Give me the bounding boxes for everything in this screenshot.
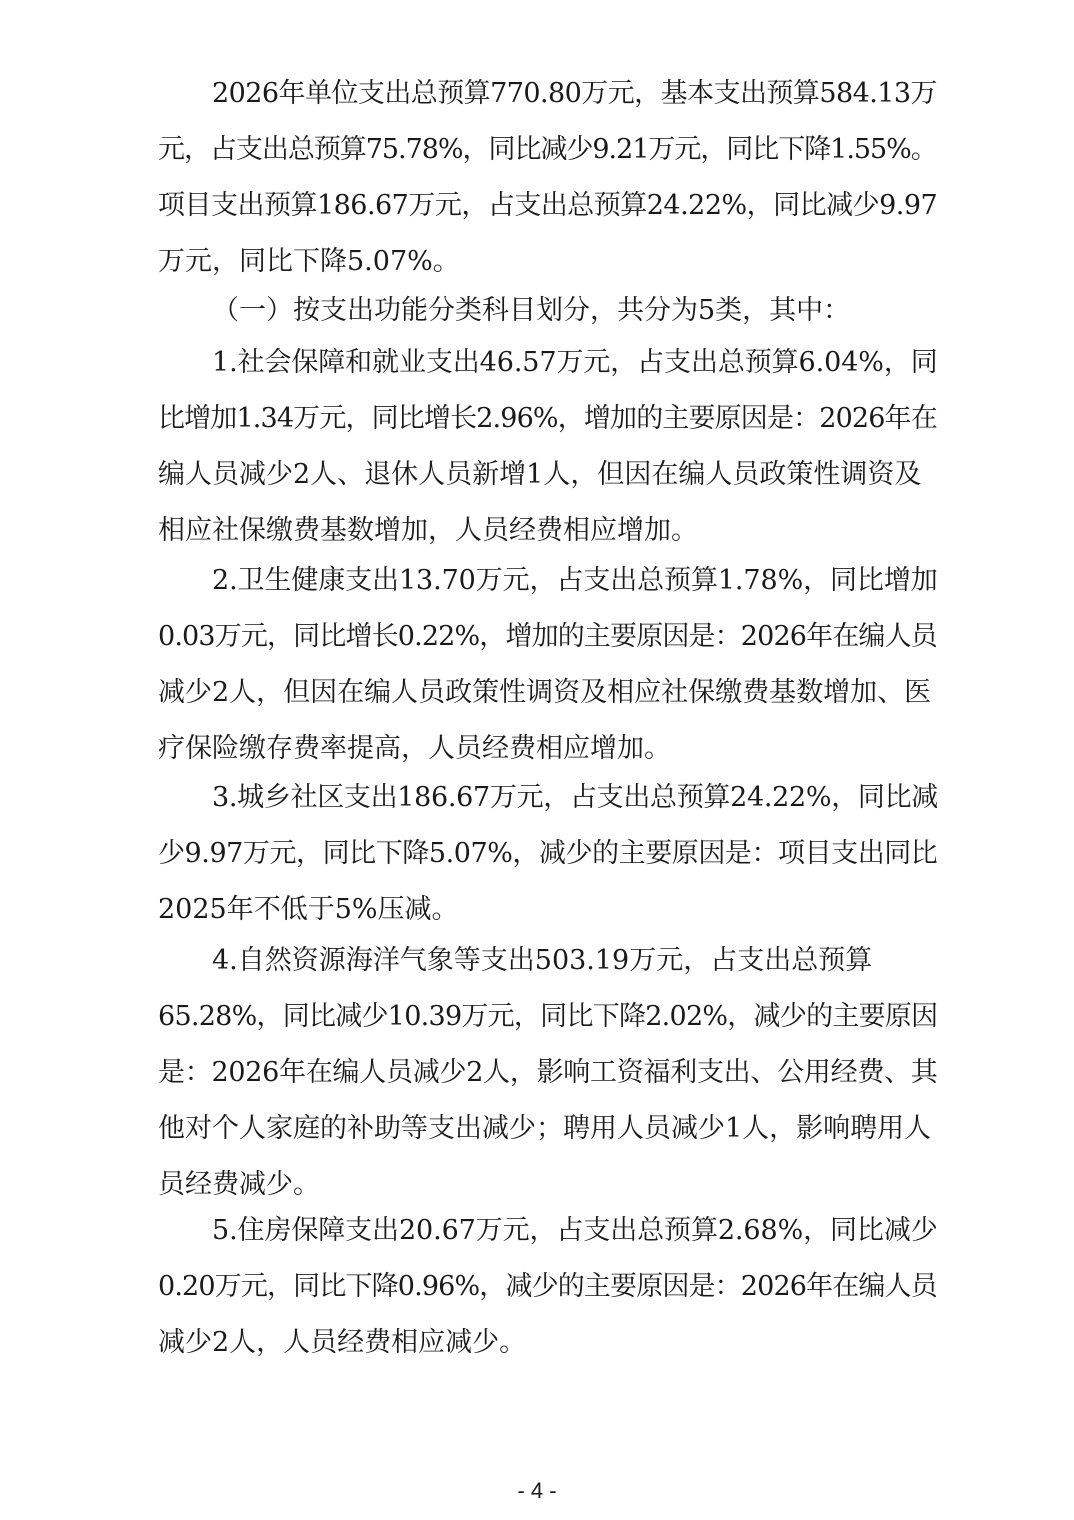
paragraph-item-5 [158, 1203, 938, 1371]
paragraph-line: 3.城乡社区支出186.67万元，占支出总预算24.22%，同比减 [212, 782, 938, 813]
paragraph-line: 项目支出预算186.67万元，占支出总预算24.22%，同比减少9.97 [158, 190, 938, 221]
paragraph-line: 万元，同比下降5.07%。 [158, 246, 460, 277]
section-heading-text: （一）按支出功能分类科目划分，共分为5类，其中： [212, 295, 851, 326]
paragraph-line: 元，占支出总预算75.78%，同比减少9.21万元，同比下降1.55%。 [158, 134, 937, 165]
paragraph-line: 疗保险缴存费率提高，人员经费相应增加。 [158, 733, 671, 764]
paragraph-line: 0.20万元，同比下降0.96%，减少的主要原因是：2026年在编人员 [158, 1271, 937, 1302]
paragraph-line: 相应社保缴费基数增加，人员经费相应增加。 [158, 515, 698, 546]
paragraph-line: 减少2人，但因在编人员政策性调资及相应社保缴费基数增加、医 [158, 677, 932, 708]
paragraph-line: 编人员减少2人、退休人员新增1人，但因在编人员政策性调资及 [158, 459, 922, 490]
paragraph-line: 2.卫生健康支出13.70万元，占支出总预算1.78%，同比增加 [212, 565, 938, 596]
paragraph-line: 他对个人家庭的补助等支出减少；聘用人员减少1人，影响聘用人 [158, 1113, 932, 1144]
paragraph-line: 0.03万元，同比增长0.22%，增加的主要原因是：2026年在编人员 [158, 621, 937, 652]
paragraph-item-2 [158, 553, 938, 777]
paragraph-line: 2026年单位支出总预算770.80万元，基本支出预算584.13万 [212, 78, 937, 109]
paragraph-line: 是：2026年在编人员减少2人，影响工资福利支出、公用经费、其 [158, 1057, 938, 1088]
paragraph-item-4 [158, 933, 938, 1213]
paragraph-line: 4.自然资源海洋气象等支出503.19万元，占支出总预算 [212, 945, 873, 976]
paragraph-line: 5.住房保障支出20.67万元，占支出总预算2.68%，同比减少 [212, 1215, 938, 1246]
paragraph-item-1 [158, 335, 938, 559]
paragraph-item-3 [158, 770, 938, 938]
paragraph-line: 比增加1.34万元，同比增长2.96%，增加的主要原因是：2026年在 [158, 403, 937, 434]
paragraph-line: 65.28%，同比减少10.39万元，同比下降2.02%，减少的主要原因 [158, 1001, 938, 1032]
paragraph-line: 少9.97万元，同比下降5.07%，减少的主要原因是：项目支出同比 [158, 838, 938, 869]
paragraph-line: 员经费减少。 [158, 1169, 320, 1200]
paragraph-line: 1.社会保障和就业支出46.57万元，占支出总预算6.04%，同 [212, 347, 938, 378]
page-number: - 4 - [517, 1478, 557, 1503]
paragraph-line: 减少2人，人员经费相应减少。 [158, 1327, 527, 1358]
paragraph-line: 2025年不低于5%压减。 [158, 894, 459, 925]
paragraph-intro [158, 66, 938, 290]
section-heading [158, 283, 938, 339]
